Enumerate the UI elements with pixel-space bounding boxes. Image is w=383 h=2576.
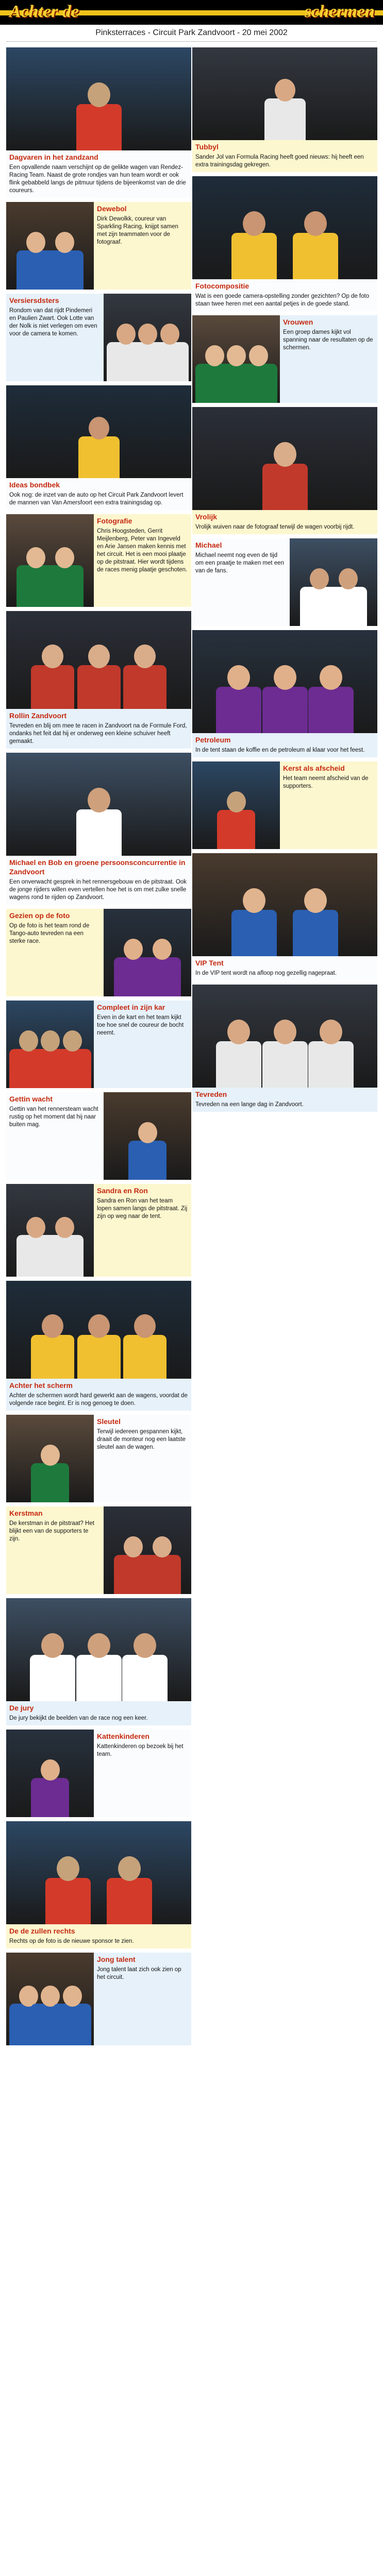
article-text: Een opvallende naam verschijnt op de gelikte wagen van Rendez-Racing Team. Naast de grote rondjes van hun team wordt er ook flink gebabbeld langs de pitmuur tijdens de bijeenkomst van de drie coureurs. — [9, 164, 186, 194]
article-text: Een onverwacht gesprek in het rennersgebouw en de pitstraat. Ook de jonge rijders willen even vertellen hoe het is om met zulke snelle wagens rond te rijden op Zandvoort. — [9, 879, 187, 901]
article-21 — [192, 315, 377, 403]
article-8 — [6, 909, 191, 996]
photo-figure-head — [19, 1030, 38, 1052]
photo-2 — [6, 202, 94, 290]
photo-figure-head — [153, 1536, 172, 1557]
photo-figure-head — [138, 1122, 157, 1143]
photo-figure-head — [63, 1986, 82, 2007]
photo-figure-body — [53, 2004, 91, 2045]
photo-figure-head — [26, 547, 45, 568]
photo-figure-body — [45, 565, 84, 607]
photo-figure-head — [274, 1020, 296, 1044]
photo-figure-body — [262, 687, 308, 733]
article-text: Een groep dames kijkt vol spanning naar de resultaten op de schermen. — [283, 329, 373, 351]
article-title: Kerst als afscheid — [283, 764, 345, 772]
article-16 — [6, 1730, 191, 1817]
article-text: Rondom van dat rijdt Pindemeri en Paulien Zwart. Ook Lotte van der Nolk is niet verlegen om even voor de camera te komen. — [9, 308, 97, 337]
photo-11 — [6, 1184, 94, 1277]
article-title: Jong talent — [97, 1955, 136, 1963]
article-title: Fotografie — [97, 517, 132, 525]
photo-figure-head — [227, 345, 246, 366]
article-title: Vrolijk — [195, 513, 218, 521]
photo-8 — [104, 909, 191, 996]
article-title: Tevreden — [195, 1090, 227, 1098]
article-2 — [6, 202, 191, 290]
photo-figure-head — [116, 324, 136, 345]
photo-figure-body — [31, 665, 74, 709]
photo-figure-head — [118, 1856, 141, 1881]
photo-figure-body — [231, 910, 277, 956]
article-14 — [6, 1506, 191, 1594]
banner-left-word: Achter de — [9, 2, 79, 21]
article-title: Rollin Zandvoort — [9, 711, 67, 720]
photo-figure-body — [77, 665, 121, 709]
article-text: De kerstman in de pitstraat? Het blijkt een van de supporters te zijn. — [9, 1520, 94, 1542]
photo-figure-head — [124, 939, 143, 960]
article-text: Tevreden en blij om mee te racen in Zandvoort na de Formule Ford, ondanks het feit dat hij er onderweg een kleine schuiver heeft gemaakt. — [9, 723, 187, 744]
photo-figure-body — [216, 687, 261, 733]
photo-figure-head — [88, 1633, 110, 1658]
photo-figure-body — [151, 342, 189, 381]
article-title: De de zullen rechts — [9, 1927, 75, 1935]
photo-figure-body — [122, 1655, 168, 1701]
photo-figure-head — [41, 1445, 60, 1466]
photo-figure-head — [274, 665, 296, 690]
page-subtitle: Pinksterraces - Circuit Park Zandvoort - 20 mei 2002 — [95, 28, 288, 37]
photo-figure-head — [41, 1759, 60, 1781]
banner-right-word: schermen — [305, 2, 375, 21]
photo-figure-body — [76, 1655, 122, 1701]
photo-3 — [104, 294, 191, 381]
photo-figure-body — [53, 1049, 91, 1088]
photo-figure-body — [123, 1335, 166, 1379]
photo-figure-head — [89, 417, 109, 439]
article-7 — [6, 753, 191, 905]
photo-figure-body — [264, 98, 306, 140]
photo-figure-head — [227, 1020, 250, 1044]
article-text: Wat is een goede camera-opstelling zonder gezichten? Op de foto staan twee heren met een aantal petjes in de goede stand. — [195, 293, 370, 307]
article-text: Vrolijk wuiven naar de fotograaf terwijl de wagen voorbij rijdt. — [195, 524, 355, 530]
article-23 — [192, 538, 377, 626]
photo-figure-body — [30, 1655, 75, 1701]
article-5 — [6, 514, 191, 607]
photo-figure-body — [308, 1041, 354, 1088]
article-text: Gettin van het rennersteam wacht rustig op het moment dat hij naar buiten mag. — [9, 1106, 98, 1128]
article-27 — [192, 985, 377, 1112]
photo-figure-head — [227, 665, 250, 690]
article-title: VIP Tent — [195, 959, 224, 967]
photo-figure-head — [153, 939, 172, 960]
photo-figure-body — [293, 233, 338, 279]
photo-figure-head — [55, 1217, 74, 1238]
photo-figure-head — [124, 1536, 143, 1557]
article-4 — [6, 385, 191, 510]
article-title: Achter het scherm — [9, 1381, 73, 1389]
photo-figure-head — [63, 1030, 82, 1052]
article-text: Jong talent laat zich ook zien op het circuit. — [97, 1967, 181, 1980]
divider — [6, 41, 377, 42]
article-3 — [6, 294, 191, 381]
photo-figure-head — [41, 1030, 60, 1052]
article-text: Ook nog: de inzet van de auto op het Circuit Park Zandvoort levert de mannen van Van Amersfoort een extra trainingsdag op. — [9, 492, 184, 506]
article-text: Tevreden na een lange dag in Zandvoort. — [195, 1101, 304, 1108]
article-title: Vrouwen — [283, 318, 313, 326]
article-title: Dewebol — [97, 205, 127, 213]
photo-16 — [6, 1730, 94, 1817]
photo-21 — [192, 315, 280, 403]
article-title: Fotocompositie — [195, 282, 249, 290]
article-11 — [6, 1184, 191, 1277]
photo-figure-body — [45, 1235, 84, 1277]
photo-figure-head — [42, 1314, 63, 1338]
article-9 — [6, 1001, 191, 1088]
article-text: Het team neemt afscheid van de supporters. — [283, 775, 369, 789]
photo-5 — [6, 514, 94, 607]
photo-figure-head — [274, 442, 296, 467]
photo-figure-body — [77, 1335, 121, 1379]
article-title: Gettin wacht — [9, 1095, 53, 1103]
photo-22 — [192, 407, 377, 510]
photo-figure-head — [41, 1633, 64, 1658]
article-15 — [6, 1598, 191, 1725]
photo-19 — [192, 47, 377, 140]
photo-figure-body — [45, 250, 84, 290]
article-24 — [192, 630, 377, 757]
photo-figure-head — [243, 888, 265, 913]
photo-figure-body — [308, 687, 354, 733]
photo-9 — [6, 1001, 94, 1088]
article-10 — [6, 1092, 191, 1180]
article-text: Michael neemt nog even de tijd om een praatje te maken met een van de fans. — [195, 552, 284, 574]
photo-figure-head — [26, 232, 45, 253]
photo-figure-head — [160, 324, 179, 345]
article-title: Gezien op de foto — [9, 911, 70, 920]
photo-figure-body — [31, 1463, 69, 1502]
article-title: Dagvaren in het zandzand — [9, 153, 98, 161]
photo-figure-body — [45, 1878, 91, 1924]
article-text: De jury bekijkt de beelden van de race nog een keer. — [9, 1715, 148, 1721]
photo-figure-head — [88, 788, 110, 812]
article-text: Even in de kart en het team kijkt toe hoe snel de coureur de bocht neemt. — [97, 1014, 184, 1036]
photo-figure-body — [31, 1335, 74, 1379]
article-6 — [6, 611, 191, 749]
photo-13 — [6, 1415, 94, 1502]
photo-figure-head — [320, 1020, 342, 1044]
photo-figure-head — [134, 1314, 156, 1338]
photo-figure-head — [88, 645, 110, 668]
photo-24 — [192, 630, 377, 733]
photo-figure-head — [227, 791, 246, 812]
photo-figure-head — [42, 645, 63, 668]
photo-figure-head — [57, 1856, 79, 1881]
article-title: De jury — [9, 1704, 34, 1712]
article-title: Tubbyl — [195, 143, 219, 151]
article-26 — [192, 853, 377, 980]
photo-15 — [6, 1598, 191, 1701]
photo-6 — [6, 611, 191, 709]
article-text: In de VIP tent wordt na afloop nog gezellig nagepraat. — [195, 970, 337, 976]
photo-23 — [290, 538, 377, 626]
article-title: Sandra en Ron — [97, 1187, 148, 1195]
left-column — [6, 47, 191, 2049]
photo-26 — [192, 853, 377, 956]
article-18 — [6, 1953, 191, 2045]
article-text: Kattenkinderen op bezoek bij het team. — [97, 1743, 184, 1757]
article-20 — [192, 176, 377, 311]
photo-figure-body — [107, 1878, 152, 1924]
article-title: Kattenkinderen — [97, 1732, 149, 1740]
article-text: Sandra en Ron van het team lopen samen langs de pitstraat. Zij zijn op weg naar de tent. — [97, 1198, 188, 1219]
article-title: Michael — [195, 541, 222, 549]
photo-4 — [6, 385, 191, 478]
article-title: Kerstman — [9, 1509, 43, 1517]
photo-1 — [6, 47, 191, 150]
photo-figure-head — [55, 232, 74, 253]
photo-figure-head — [249, 345, 268, 366]
article-text: In de tent staan de koffie en de petroleum al klaar voor het feest. — [195, 747, 365, 753]
photo-27 — [192, 985, 377, 1088]
photo-figure-body — [76, 104, 122, 150]
photo-figure-head — [339, 568, 358, 589]
photo-figure-body — [217, 810, 255, 849]
article-text: Sander Jol van Formula Racing heeft goed nieuws: hij heeft een extra trainingsdag gekregen. — [195, 154, 364, 168]
article-title: Ideas bondbek — [9, 481, 60, 489]
photo-7 — [6, 753, 191, 856]
photo-figure-head — [88, 82, 110, 107]
photo-25 — [192, 761, 280, 849]
photo-figure-head — [134, 645, 156, 668]
photo-20 — [192, 176, 377, 279]
photo-figure-head — [134, 1633, 156, 1658]
article-12 — [6, 1281, 191, 1411]
photo-figure-body — [239, 364, 277, 403]
photo-figure-head — [138, 324, 157, 345]
article-title: Sleutel — [97, 1417, 121, 1426]
photo-figure-body — [143, 1555, 181, 1594]
article-text: Dirk Dewolkk, coureur van Sparkling Racing, knijpt samen met zijn teammaten voor de fotograaf. — [97, 216, 178, 245]
photo-14 — [104, 1506, 191, 1594]
photo-figure-body — [128, 1141, 166, 1180]
photo-figure-body — [78, 436, 120, 478]
article-title: Petroleum — [195, 736, 231, 744]
photo-figure-body — [293, 910, 338, 956]
article-text: Op de foto is het team rond de Tango-auto tevreden na een sterke race. — [9, 923, 90, 944]
photo-figure-body — [216, 1041, 261, 1088]
article-text: Rechts op de foto is de nieuwe sponsor te zien. — [9, 1938, 134, 1944]
article-text: Chris Hoogsteden, Gerrit Meijlenberg, Peter van Ingeveld en Arie Jansen maken kennis met het circuit. Het is een mooi plaatje op de pitstraat. Hier wordt tijdens de races menig plaatje geschoten. — [97, 528, 188, 573]
photo-figure-head — [304, 888, 327, 913]
article-19 — [192, 47, 377, 172]
photo-figure-body — [231, 233, 277, 279]
photo-figure-head — [275, 79, 295, 101]
article-text: Achter de schermen wordt hard gewerkt aan de wagens, voordat de volgende race begint. Er is nog genoeg te doen. — [9, 1393, 188, 1406]
photo-10 — [104, 1092, 191, 1180]
photo-figure-body — [262, 1041, 308, 1088]
photo-figure-head — [304, 211, 327, 236]
article-13 — [6, 1415, 191, 1502]
right-column — [192, 47, 377, 1116]
photo-figure-head — [88, 1314, 110, 1338]
photo-figure-head — [205, 345, 224, 366]
photo-figure-head — [55, 547, 74, 568]
photo-18 — [6, 1953, 94, 2045]
header-banner — [0, 0, 383, 25]
photo-12 — [6, 1281, 191, 1379]
photo-figure-body — [262, 464, 308, 510]
article-title: Versiersdsters — [9, 296, 59, 304]
photo-figure-body — [123, 665, 166, 709]
article-22 — [192, 407, 377, 534]
photo-figure-head — [243, 211, 265, 236]
photo-figure-body — [31, 1778, 69, 1817]
article-25 — [192, 761, 377, 849]
article-title: Michael en Bob en groene persoonsconcurrentie in Zandvoort — [9, 858, 186, 876]
photo-figure-body — [143, 957, 181, 996]
article-1 — [6, 47, 191, 198]
photo-17 — [6, 1821, 191, 1924]
photo-figure-body — [329, 587, 367, 626]
article-title: Compleet in zijn kar — [97, 1003, 165, 1011]
photo-figure-head — [320, 665, 342, 690]
article-text: Terwijl iedereen gespannen kijkt, draait de monteur nog een laatste sleutel aan de wagen. — [97, 1429, 186, 1450]
article-17 — [6, 1821, 191, 1948]
photo-figure-head — [310, 568, 329, 589]
photo-figure-head — [26, 1217, 45, 1238]
photo-figure-body — [76, 809, 122, 856]
